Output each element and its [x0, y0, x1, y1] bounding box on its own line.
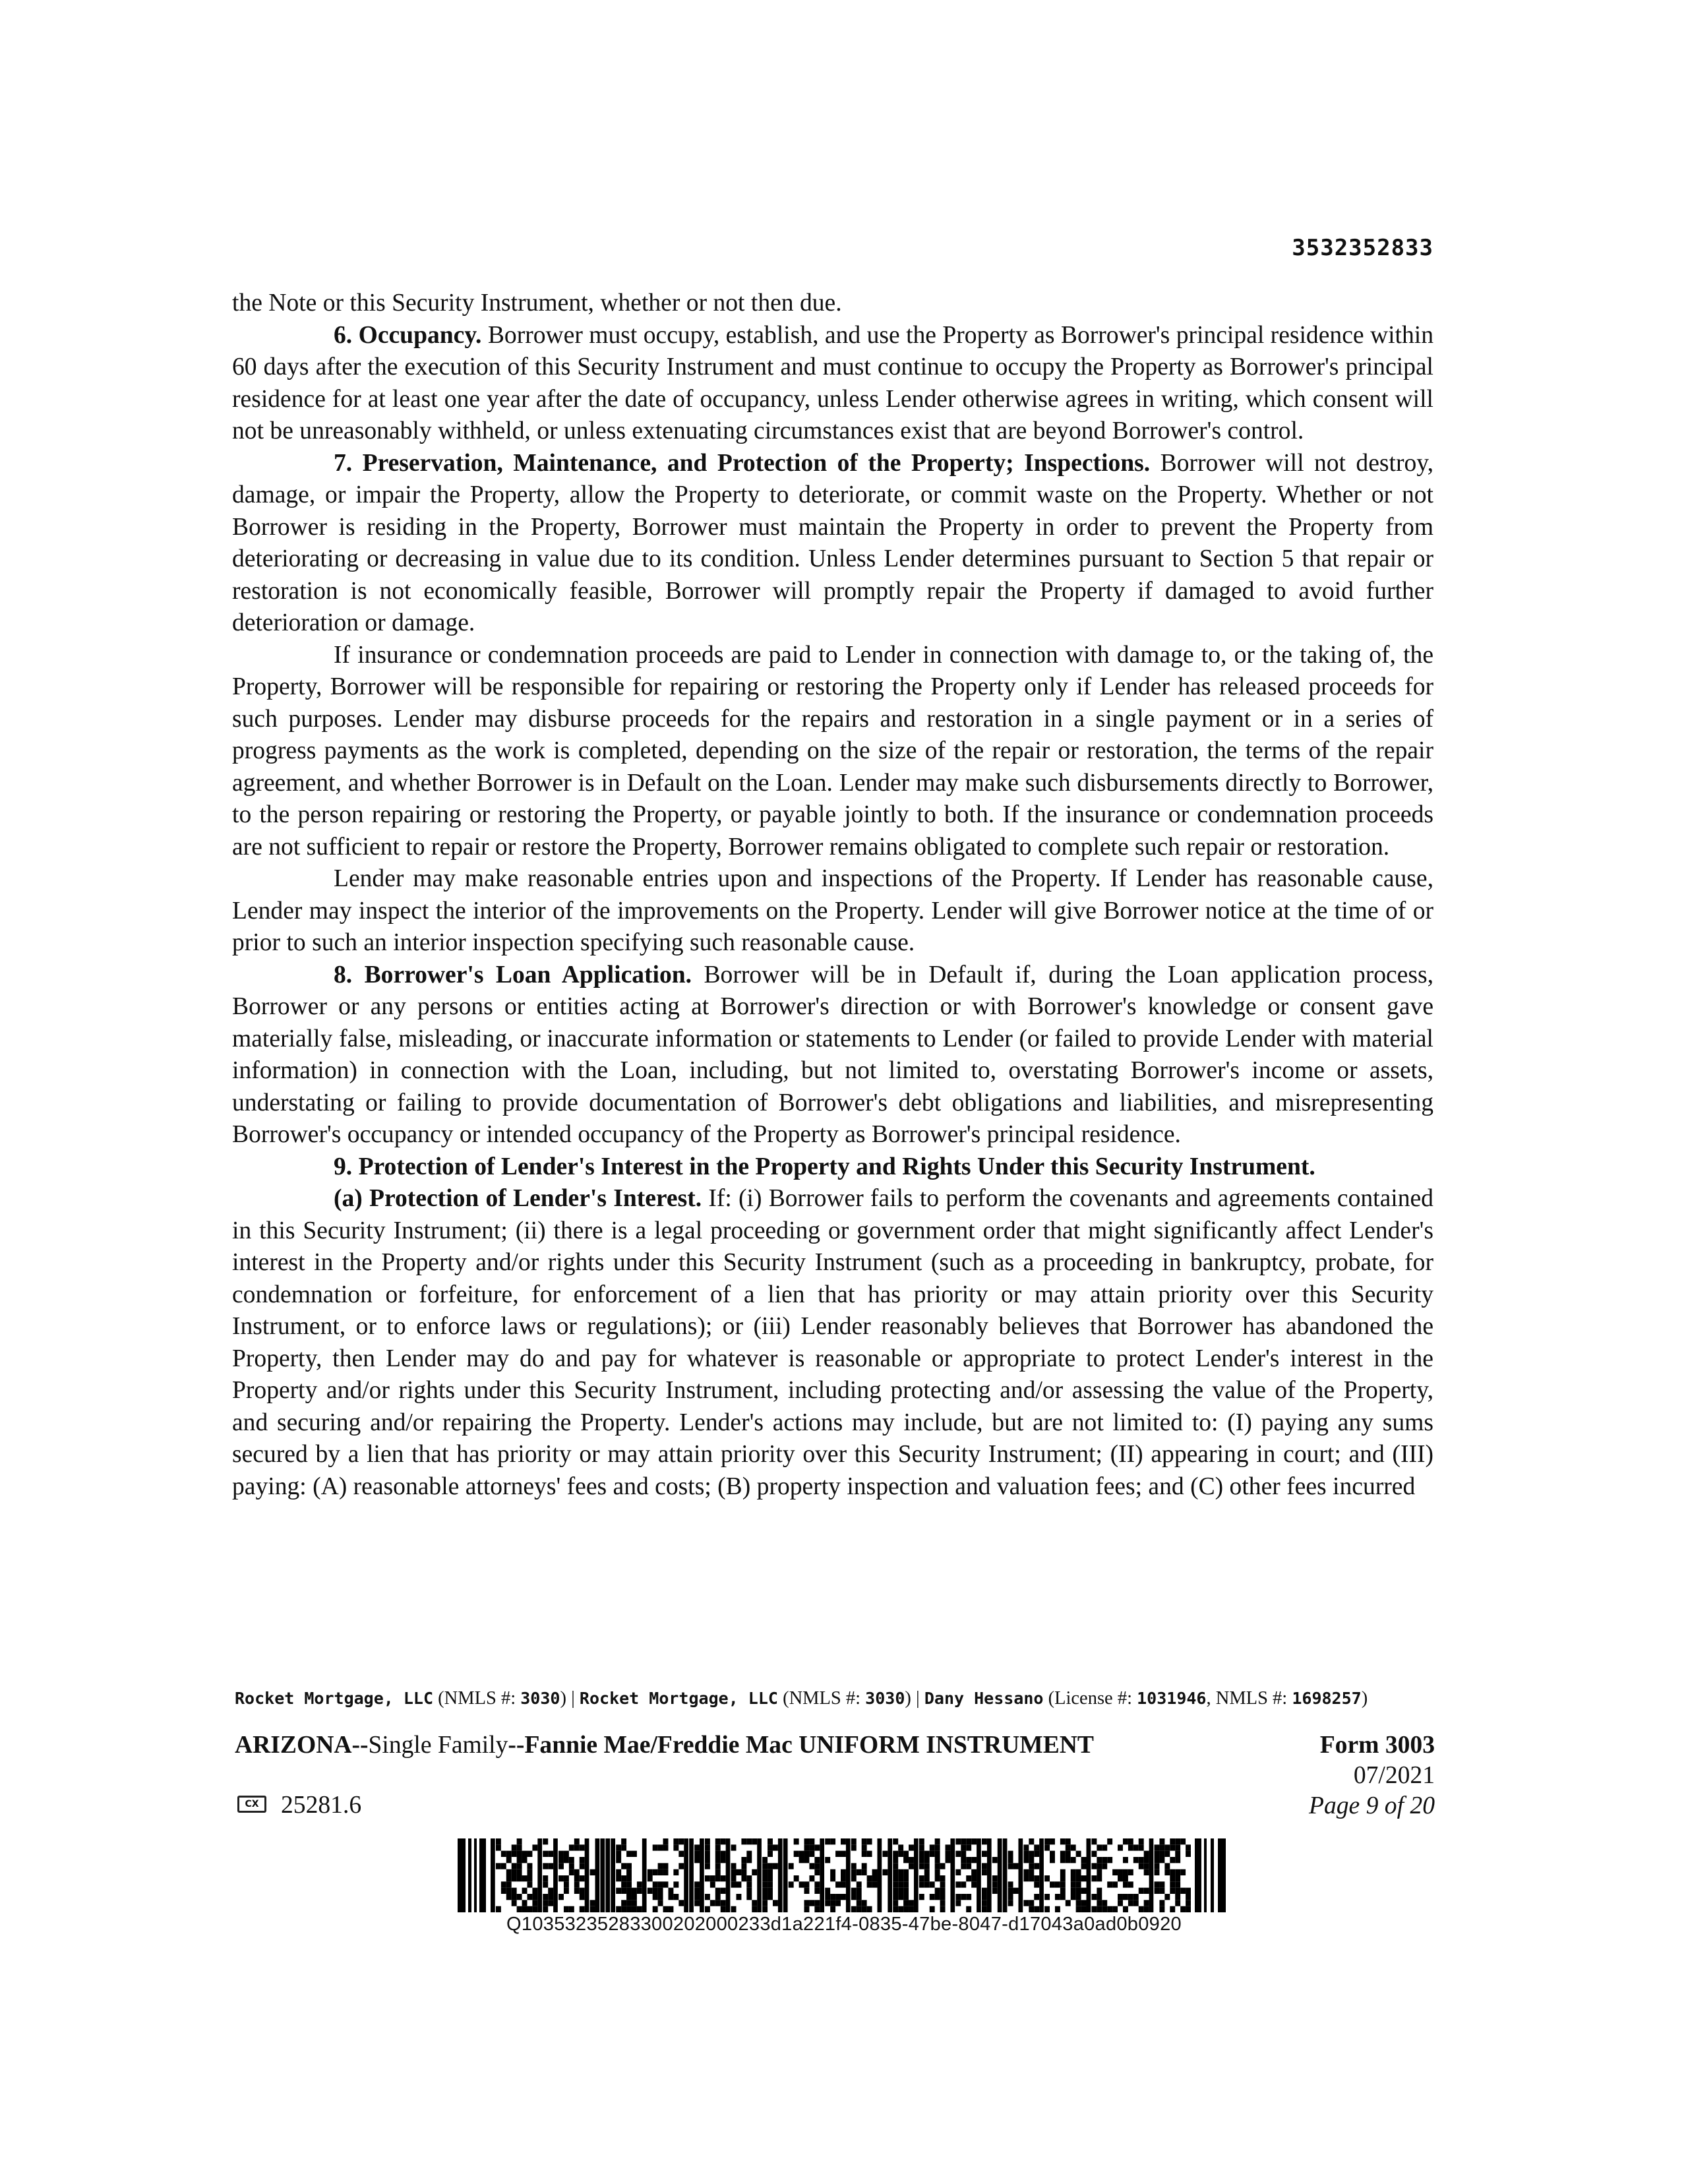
section-6-text: Borrower must occupy, establish, and use the Property as Borrower's principal residence within 60 days after the execution of this Security Instrument and must continue to occupy the Property as Borrower's principal residence for at least one year after the date of occupancy, unless Lender otherwise agrees in writing, which consent will not be unreasonably withheld, or unless extenuating circumstances exist that are beyond Borrower's control.: [232, 321, 1433, 444]
nmls-label: (NMLS #:: [433, 1688, 521, 1709]
footer-lender-info: [235, 1687, 1435, 1710]
lender-1-name: Rocket Mortgage, LLC: [235, 1689, 434, 1708]
loan-number: 3532352833: [1292, 235, 1433, 261]
section-7-preservation: [232, 448, 1433, 640]
section-8-loan-application: [232, 959, 1433, 1151]
section-7-heading: 7. Preservation, Maintenance, and Protection of the Property; Inspections.: [334, 449, 1151, 477]
originator-name: Dany Hessano: [924, 1689, 1044, 1708]
form-info: [1309, 1730, 1435, 1821]
barcode-image: [458, 1838, 1230, 1912]
nmls-label: (NMLS #:: [777, 1688, 866, 1709]
section-6-occupancy: [232, 320, 1433, 448]
instrument-name: --Fannie Mae/Freddie Mac UNIFORM INSTRUMENT: [508, 1732, 1094, 1759]
section-7-text: Borrower will not destroy, damage, or impair the Property, allow the Property to deteriorate, or commit waste on the Property. Whether or not Borrower is residing in the Property, Borrower must maintain the Property in order to prevent the Property from deteriorating or decreasing in value due to its condition. Unless Lender determines pursuant to Section 5 that repair or restoration is not economically feasible, Borrower will promptly repair the Property if damaged to avoid further deterioration or damage.: [232, 449, 1433, 636]
form-date: 07/2021: [1353, 1762, 1435, 1789]
section-9-heading-paragraph: [232, 1151, 1433, 1184]
originator-nmls: 1698257: [1292, 1689, 1362, 1708]
section-9-heading: 9. Protection of Lender's Interest in the Property and Rights Under this Security Instrument.: [334, 1153, 1315, 1180]
paragraph-continuation: the Note or this Security Instrument, whether or not then due.: [232, 289, 842, 317]
lender-2-nmls: 3030: [865, 1689, 905, 1708]
license-number: 1031946: [1137, 1689, 1207, 1708]
separator: ) |: [905, 1688, 924, 1709]
license-label: (License #:: [1043, 1688, 1137, 1709]
state-name: ARIZONA--: [235, 1732, 369, 1759]
lender-1-nmls: 3030: [520, 1689, 560, 1708]
section-9a-heading: (a) Protection of Lender's Interest.: [334, 1185, 702, 1212]
barcode-text: Q10353235283300202000233d1a221f4-0835-47be-8047-d17043a0ad0b0920: [506, 1914, 1182, 1935]
section-9a-text: If: (i) Borrower fails to perform the covenants and agreements contained in this Security Instrument; (ii) there is a legal proceeding or government order that might significantly affect Lender's interest in the Property and/or rights under this Security Instrument (such as a proceeding in bankruptcy, probate, for condemnation or forfeiture, for enforcement of a lien that has priority or may attain priority over this Security Instrument, or to enforce laws or regulations); or (iii) Lender reasonably believes that Borrower has abandoned the Property, then Lender may do and pay for whatever is reasonable or appropriate to protect Lender's interest in the Property and/or rights under this Security Instrument, including protecting and/or assessing the value of the Property, and securing and/or repairing the Property. Lender's actions may include, but are not limited to: (I) paying any sums secured by a lien that has priority or may attain priority over this Security Instrument; (II) appearing in court; and (III) paying: (A) reasonable attorneys' fees and costs; (B) property inspection and valuation fees; and (C) other fees incurred: [232, 1185, 1433, 1500]
page-number: Page 9 of 20: [1309, 1792, 1435, 1819]
document-body: [232, 288, 1433, 1503]
separator: ) |: [560, 1688, 580, 1709]
close-paren: ): [1361, 1688, 1368, 1709]
lender-2-name: Rocket Mortgage, LLC: [579, 1689, 778, 1708]
form-type: Single Family: [368, 1732, 508, 1759]
nmls-label: , NMLS #:: [1206, 1688, 1292, 1709]
doc-version-row: [237, 1790, 361, 1821]
section-6-heading: 6. Occupancy.: [334, 321, 482, 349]
section-7-paragraph-2: If insurance or condemnation proceeds are paid to Lender in connection with damage to, or the taking of, the Property, Borrower will be responsible for repairing or restoring the Property only if Lender has released proceeds for such purposes. Lender may disburse proceeds for the repairs and restoration in a single payment or in a series of progress payments as the work is completed, depending on the size of the repair or restoration, the terms of the repair agreement, and whether Borrower is in Default on the Loan. Lender may make such disbursements directly to Borrower, to the person repairing or restoring the Property, or payable jointly to both. If the insurance or condemnation proceeds are not sufficient to repair or restore the Property, Borrower remains obligated to complete such repair or restoration.: [232, 641, 1433, 861]
section-9a-protection: [232, 1183, 1433, 1503]
section-7-paragraph-3: Lender may make reasonable entries upon and inspections of the Property. If Lender has reasonable cause, Lender may inspect the interior of the improvements on the Property. Lender will give Borrower notice at the time of or prior to such an interior inspection specifying such reasonable cause.: [232, 865, 1433, 956]
form-title: [235, 1730, 1094, 1761]
section-8-heading: 8. Borrower's Loan Application.: [334, 961, 692, 988]
form-number: Form 3003: [1319, 1732, 1435, 1759]
cx-logo-icon: CX: [237, 1796, 266, 1813]
section-8-text: Borrower will be in Default if, during the Loan application process, Borrower or any persons or entities acting at Borrower's direction or with Borrower's knowledge or consent gave materially false, misleading, or inaccurate information or statements to Lender (or failed to provide Lender with material information) in connection with the Loan, including, but not limited to, overstating Borrower's income or assets, understating or failing to provide documentation of Borrower's debt obligations and liabilities, and misrepresenting Borrower's occupancy or intended occupancy of the Property as Borrower's principal residence.: [232, 961, 1433, 1148]
doc-version: 25281.6: [281, 1792, 362, 1819]
